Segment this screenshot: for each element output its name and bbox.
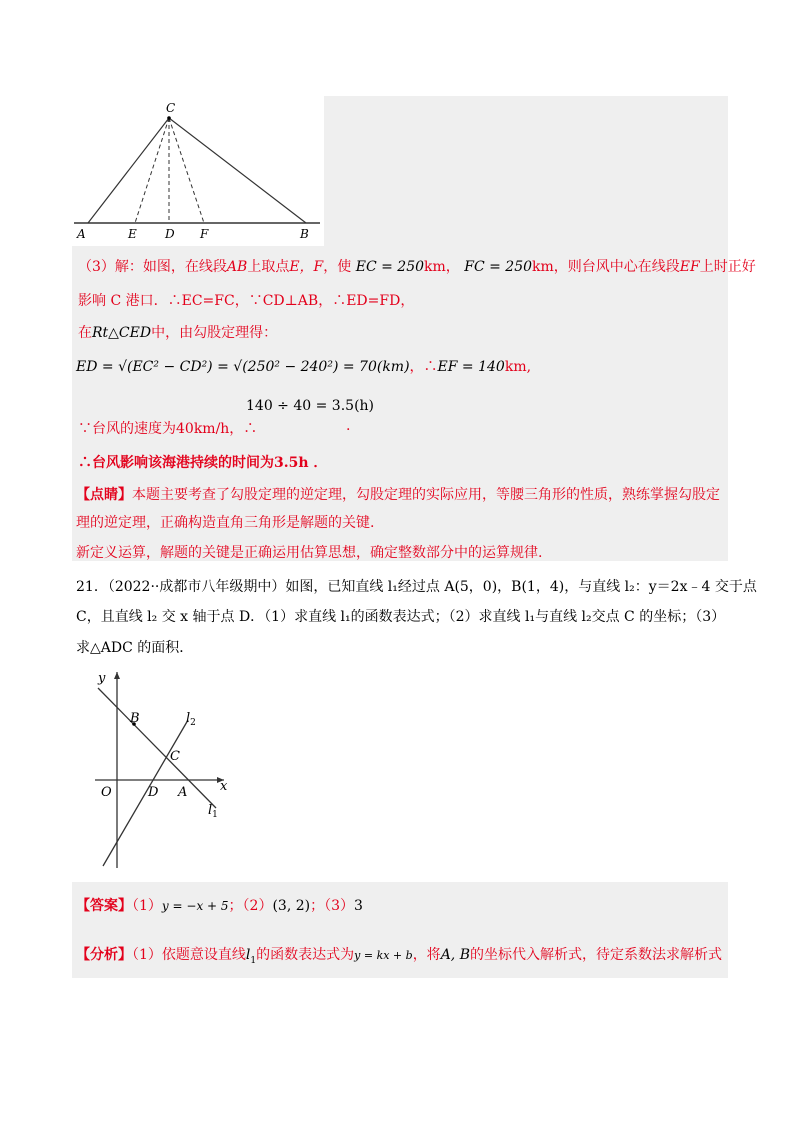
- analysis-line: 【分析】（1）依题意设直线$l_1$的函数表达式为y = kx + b，将A, B的坐标代入解析式，待定系数法求解析式: [76, 947, 722, 966]
- review-line-3: 新定义运算，解题的关键是正确运用估算思想，确定整数部分中的运算规律.: [76, 545, 543, 561]
- label-b: B: [300, 227, 309, 241]
- label-x: x: [220, 779, 228, 794]
- analysis-tag: 【分析】: [76, 947, 132, 963]
- answer-formula-1: y = −x + 5: [161, 899, 229, 913]
- label-c: C: [170, 749, 180, 764]
- time-formula: 140 ÷ 40 = 3.5(h): [246, 398, 375, 414]
- label-c: C: [166, 101, 176, 115]
- solution-line-4: ED = √(EC² − CD²) = √(250² − 240²) = 70(km)，∴EF = 140km,: [76, 359, 532, 375]
- question-line-1: 21．（2022··成都市八年级期中）如图，已知直线 l₁经过点 A(5，0)，B(1，4)，与直线 l₂：y＝2x﹣4 交于点: [76, 579, 757, 595]
- solution-line-1: （3）解：如图，在线段AB上取点E，F，使 EC = 250km， FC = 250km，则台风中心在线段EF上时正好: [78, 259, 756, 275]
- review-line-1: 【点睛】本题主要考查了勾股定理的逆定理，勾股定理的实际应用，等腰三角形的性质，熟练掌握勾股定: [76, 487, 720, 503]
- figure-lines: [90, 668, 250, 873]
- line-l2: [103, 720, 188, 866]
- label-y: y: [98, 671, 106, 686]
- formula-fc: FC = 250: [464, 259, 533, 275]
- analysis-formula: y = kx + b: [354, 949, 413, 962]
- figure-triangle: [72, 96, 324, 246]
- answer-line: 【答案】（1）y = −x + 5；（2）(3, 2)；（3）3: [76, 898, 363, 914]
- answer-formula-2: (3, 2): [272, 898, 311, 914]
- label-d: D: [165, 227, 175, 241]
- label-o: O: [101, 785, 112, 800]
- answer-formula-3: 3: [354, 898, 363, 914]
- solution-line-5: ∵台风的速度为40km/h，∴: [78, 421, 258, 437]
- solution-conclusion: ∴台风影响该海港持续的时间为3.5h ．: [78, 455, 328, 471]
- label-l1: $l_1$: [208, 803, 218, 820]
- review-tag: 【点睛】: [76, 487, 132, 503]
- question-line-3: 求△ADC 的面积．: [76, 640, 194, 656]
- label-l2: $l_2$: [186, 711, 196, 728]
- formula-ef: EF = 140: [437, 359, 505, 375]
- label-a: A: [77, 227, 86, 241]
- label-a: A: [178, 785, 188, 800]
- time-end: .: [346, 418, 351, 434]
- label-e: E: [128, 227, 137, 241]
- label-d: D: [148, 785, 159, 800]
- solution-line-3: 在Rt△CED中，由勾股定理得：: [78, 325, 278, 341]
- solution-line-2: 影响 C 港口．∴EC=FC，∵CD⊥AB，∴ED=FD，: [78, 293, 415, 309]
- review-line-2: 理的逆定理，正确构造直角三角形是解题的关键.: [76, 515, 375, 531]
- formula-ec: EC = 250: [355, 259, 425, 275]
- answer-tag: 【答案】: [76, 898, 132, 914]
- label-f: F: [200, 227, 209, 241]
- label-b: B: [130, 711, 140, 726]
- question-line-2: C，且直线 l₂ 交 x 轴于点 D．（1）求直线 l₁的函数表达式；（2）求直线 l₁与直线 l₂交点 C 的坐标；（3）: [76, 609, 726, 625]
- formula-ed: ED = √(EC² − CD²) = √(250² − 240²) = 70(km): [76, 359, 410, 375]
- point-c: [167, 116, 171, 120]
